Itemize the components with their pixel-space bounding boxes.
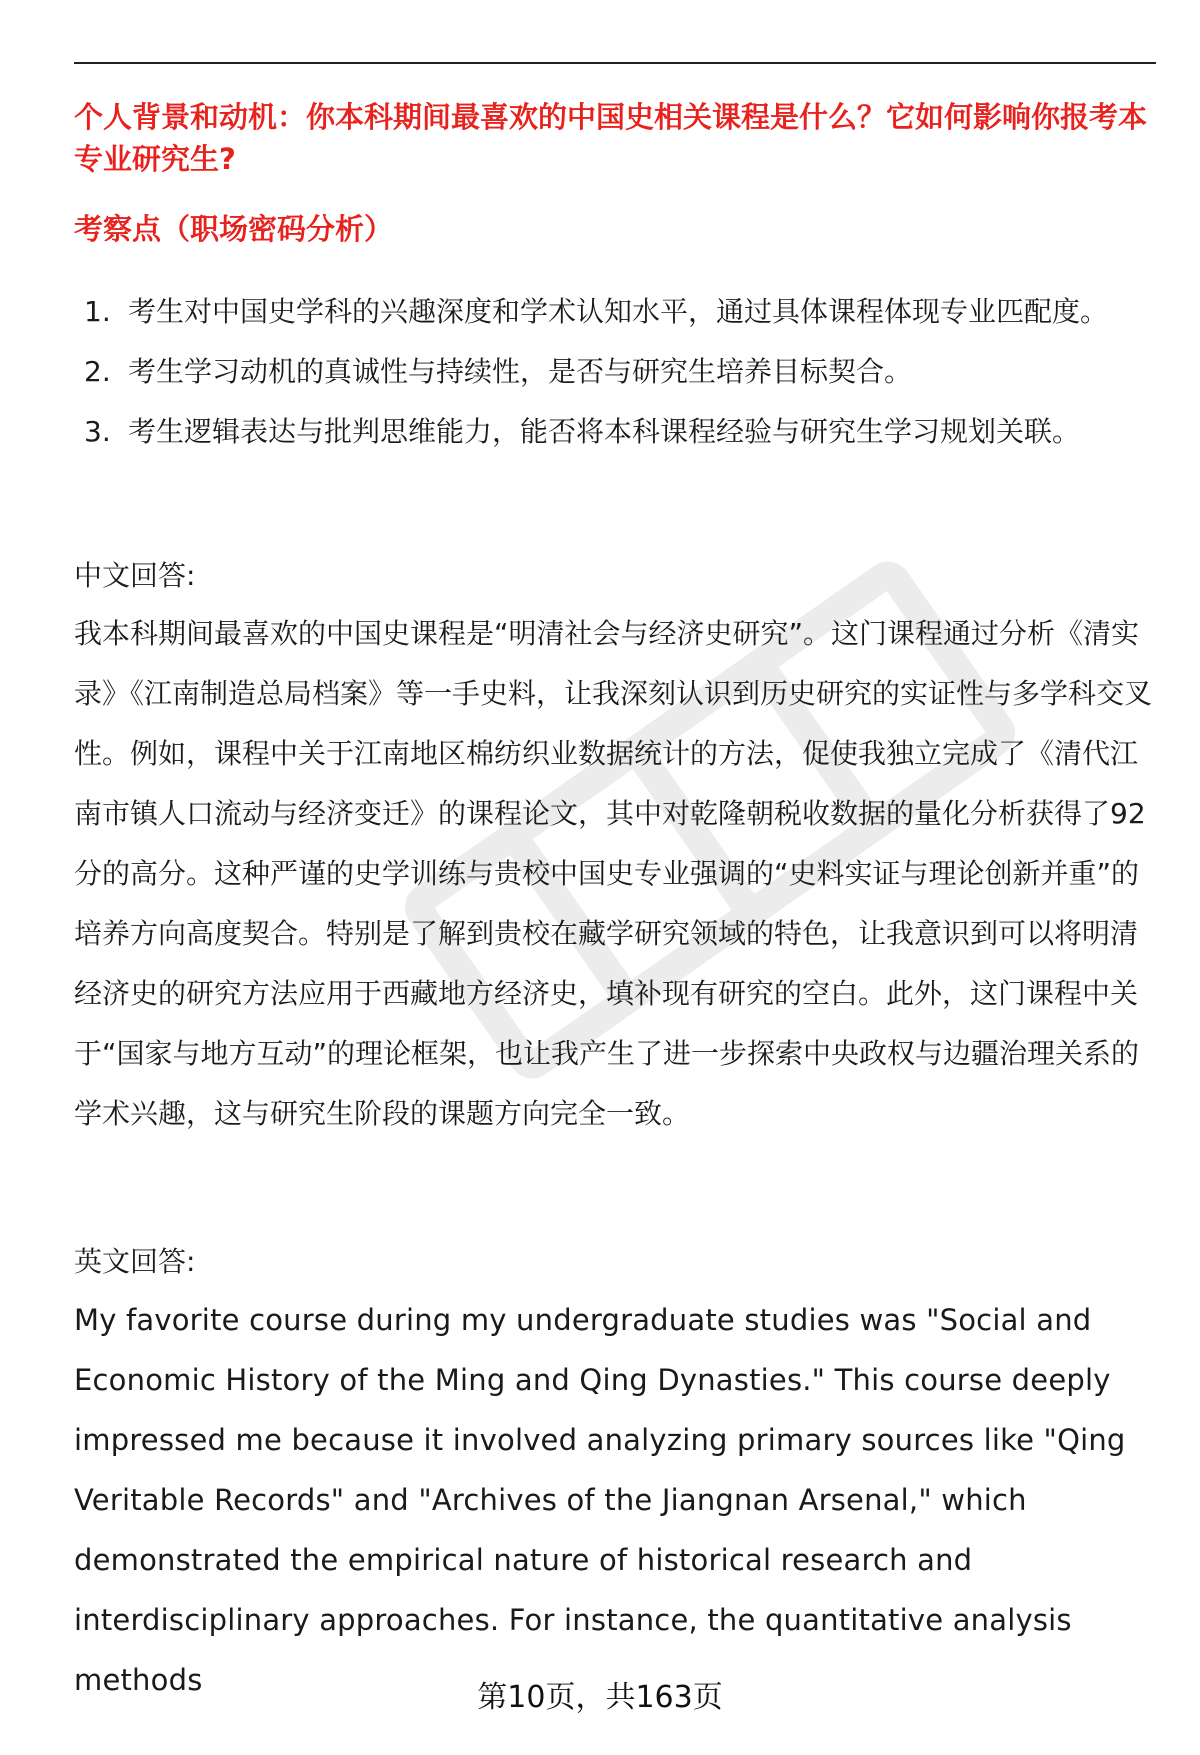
chinese-answer-text: 我本科期间最喜欢的中国史课程是“明清社会与经济史研究”。这门课程通过分析《清实录》《江南制造总局档案》等一手史料，让我深刻认识到历史研究的实证性与多学科交叉性。例如，课程中关于江南地区棉纺织业数据统计的方法，促使我独立完成了《清代江南市镇人口流动与经济变迁》的课程论文，其中对乾隆朝税收数据的量化分析获得了92分的高分。这种严谨的史学训练与贵校中国史专业强调的“史料实证与理论创新并重”的培养方向高度契合。特别是了解到贵校在藏学研究领域的特色，让我意识到可以将明清经济史的研究方法应用于西藏地方经济史，填补现有研究的空白。此外，这门课程中关于“国家与地方互动”的理论框架，也让我产生了进一步探索中央政权与边疆治理关系的学术兴趣，这与研究生阶段的课题方向完全一致。 <box>74 617 1153 1130</box>
list-item-number: 1. <box>84 295 111 328</box>
question-heading: 个人背景和动机：你本科期间最喜欢的中国史相关课程是什么？它如何影响你报考本专业研究生? <box>74 100 1148 176</box>
page-number-footer: 第10页，共163页 <box>477 1680 723 1715</box>
top-divider <box>74 62 1156 64</box>
list-item <box>74 342 1156 402</box>
assessment-points-heading: 考察点（职场密码分析） <box>74 212 394 246</box>
assessment-points-list <box>74 282 1156 462</box>
english-answer-label: 英文回答: <box>74 1245 196 1278</box>
list-item-text: 考生对中国史学科的兴趣深度和学术认知水平，通过具体课程体现专业匹配度。 <box>128 295 1109 328</box>
list-item-text: 考生逻辑表达与批判思维能力，能否将本科课程经验与研究生学习规划关联。 <box>128 415 1081 448</box>
list-item-number: 2. <box>84 355 111 388</box>
list-item <box>74 402 1156 462</box>
list-item <box>74 282 1156 342</box>
chinese-answer-label: 中文回答: <box>74 559 196 592</box>
english-answer-text: My favorite course during my undergraduate studies was "Social and Economic History of the Ming and Qing Dynasties." This course deeply impressed me because it involved analyzing primary sources like "Qing Veritable Records" and "Archives of the Jiangnan Arsenal," which demonstrated the empirical nature of historical research and interdisciplinary approaches. For instance, the quantitative analysis methods <box>74 1303 1126 1697</box>
list-item-text: 考生学习动机的真诚性与持续性，是否与研究生培养目标契合。 <box>128 355 913 388</box>
list-item-number: 3. <box>84 415 111 448</box>
